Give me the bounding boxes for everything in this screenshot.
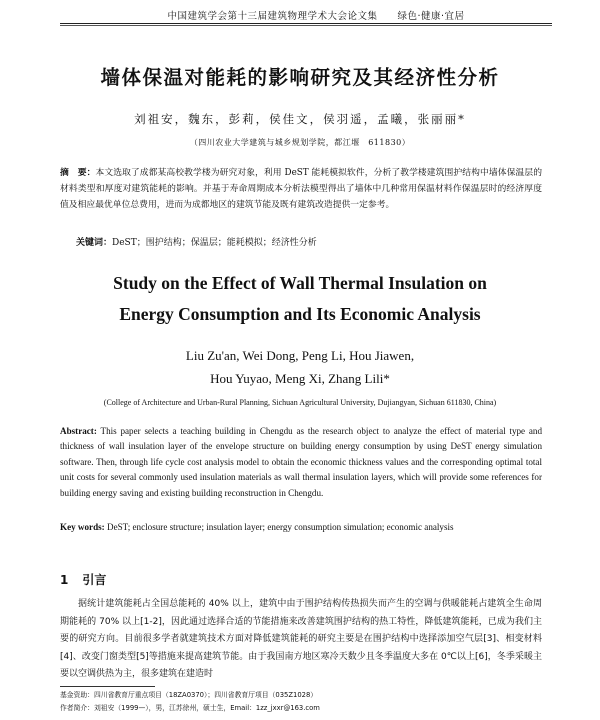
section-number: 1 (60, 573, 69, 587)
english-affiliation: (College of Architecture and Urban-Rural Planning, Sichuan Agricultural University, Dujiangyan, Sichuan 611830, China) (103, 398, 497, 407)
running-head: 中国建筑学会第十三届建筑物理学术大会论文集 绿色·健康·宜居 (167, 11, 465, 22)
chinese-affiliation: （四川农业大学建筑与城乡规划学院，都江堰 611830） (189, 138, 411, 147)
english-authors-line-1: Liu Zu'an, Wei Dong, Peng Li, Hou Jiawen, (185, 348, 415, 363)
english-authors (40, 344, 560, 390)
english-keywords-text: DeST; enclosure structure; insulation layer; energy consumption simulation; economic analysis (107, 522, 454, 532)
footnote-funding: 基金资助：四川省教育厅重点项目（18ZA0370）；四川省教育厅项目（035Z1028） (60, 691, 318, 699)
section-heading (60, 571, 106, 588)
chinese-title: 墙体保温对能耗的影响研究及其经济性分析 (100, 66, 500, 89)
footnote-rule (60, 686, 155, 687)
chinese-authors: 刘祖安，魏东，彭莉，侯佳文，侯羽遥，孟曦，张丽丽* (134, 112, 466, 126)
footnotes (60, 689, 542, 715)
english-authors-line-2: Hou Yuyao, Meng Xi, Zhang Lili* (210, 371, 390, 386)
header-rule (60, 23, 552, 24)
chinese-abstract (60, 166, 542, 213)
english-title-line-2: Energy Consumption and Its Economic Analysis (119, 304, 481, 324)
english-abstract-text: This paper selects a teaching building in Chengdu as the research object to analyze the effect of material type and thickness of wall insulation layer of the envelope structure on building energy consumption by using DeST energy simulation software. Then, through life cycle cost analysis model to obtain the economic thickness values and the corresponding optimal total unit costs for several commonly used insulation materials as wall thermal insulation layers, which will provide some references for building energy saving and existing building reconstruction in Chengdu. (60, 426, 543, 498)
section-title: 引言 (82, 573, 107, 587)
chinese-abstract-label: 摘 要： (60, 168, 96, 178)
chinese-keywords (76, 236, 542, 250)
chinese-abstract-text: 本文选取了成都某高校教学楼为研究对象，利用 DeST 能耗模拟软件，分析了教学楼建筑围护结构中墙体保温层的材料类型和厚度对建筑能耗的影响。并基于寿命周期成本分析法模型得出了墙体中几种常用保温材料作保温层时的经济厚度值及相应最优单位总费用，进而为成都地区的建筑节能及既有建筑改造提供一定参考。 (60, 168, 542, 210)
english-keywords-label: Key words: (60, 522, 105, 532)
english-keywords (60, 520, 542, 535)
footnote-author: 作者简介：刘祖安（1999—），男，江苏徐州，硕士生，Email：1zz_jxxr@163.com (60, 704, 320, 712)
english-abstract (60, 424, 542, 501)
chinese-keywords-text: DeST；围护结构；保温层；能耗模拟；经济性分析 (112, 238, 317, 248)
introduction-paragraph: 据统计建筑能耗占全国总能耗的 40% 以上，建筑中由于围护结构传热损失而产生的空调与供暖能耗占建筑全生命周期能耗的 70% 以上[1-2]，因此通过选择合适的节能措施来改善建筑围护结构的热工特性，降低建筑能耗，已成为我们主要的研究方向。目前很多学者就建筑技术方面对降低建筑能耗的研究主要是在围护结构中选择添加空气层[3]、相变材料[4]、改变门窗类型[5]等措施来提高建筑节能。由于我国南方地区寒冷天数少且冬季温度大多在 0℃以上[6]，冬季采暖主要以空调供热为主，很多建筑在建造时 (60, 599, 542, 679)
english-title-line-1: Study on the Effect of Wall Thermal Insulation on (113, 273, 487, 293)
english-abstract-label: Abstract: (60, 426, 97, 436)
header-rule-thin (60, 25, 552, 26)
english-title (40, 268, 560, 330)
chinese-keywords-label: 关键词： (76, 238, 113, 248)
